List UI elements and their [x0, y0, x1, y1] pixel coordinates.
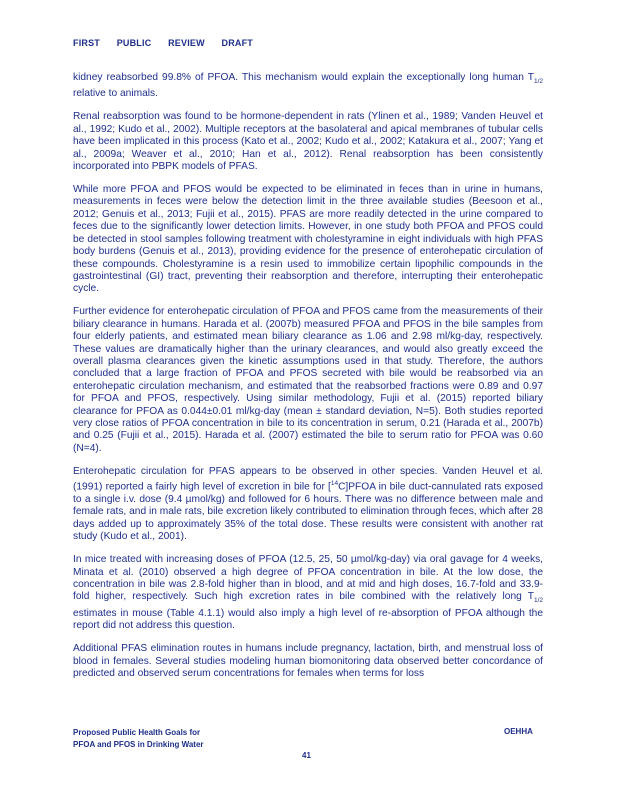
paragraph-renal-reabsorption-intro [73, 72, 543, 101]
paragraph-additional-routes: Additional PFAS elimination routes in humans include pregnancy, lactation, birth, and menstrual loss of blood in females. Several studies modeling human biomonitoring data observed better concordance of predicted and observed serum concentrations for females when terms for loss [73, 643, 543, 680]
paragraph-mice-study [73, 554, 543, 632]
footer-title-line-2: PFOA and PFOS in Drinking Water [73, 740, 204, 749]
paragraph-biliary-clearance: Further evidence for enterohepatic circulation of PFOA and PFOS came from the measurements of their biliary clearance in humans. Harada et al. (2007b) measured PFOA and PFOS in the bile samples from four elderly patients, and estimated mean biliary clearance as 1.06 and 2.98 ml/kg-day, respectively. These values are dramatically higher than the urinary clearances, and would also greatly exceed the overall plasma clearances given the kinetic assumptions used in that study. Therefore, the authors concluded that a large fraction of PFOA and PFOS secreted with bile would be reabsorbed via an enterohepatic circulation mechanism, and estimated that the reabsorbed fractions were 0.89 and 0.97 for PFOA and PFOS, respectively. Using similar methodology, Fujii et al. (2015) reported biliary clearance for PFOA as 0.044±0.01 ml/kg-day (mean ± standard deviation, N=5). Both studies reported very close ratios of PFOA concentration in bile to its concentration in serum, 0.21 (Harada et al., 2007b) and 0.25 (Fujii et al., 2015). Harada et al. (2007) estimated the bile to serum ratio for PFOA was 0.60 (N=4). [73, 306, 543, 454]
footer-agency: OEHHA [504, 727, 533, 736]
text-segment: C]PFOA in bile duct-cannulated rats exposed to a single i.v. dose (9.4 µmol/kg) and followed for 6 hours. There was no difference between male and female rats, and in male rats, bile excretion likely contributed to elimination through feces, which after 28 days added up to approximately 35% of the total dose. These results were consistent with another rat study (Kudo et al., 2001). [73, 481, 544, 543]
running-header: FIRST PUBLIC REVIEW DRAFT [73, 38, 253, 48]
text-segment: relative to animals. [73, 88, 158, 100]
text-segment: Enterohepatic circulation for PFAS appears to be observed in other species. Vanden Heuvel et al. (1991) reported a fairly high level of excretion in bile for [ [73, 465, 543, 493]
text-segment: kidney reabsorbed 99.8% of PFOA. This mechanism would explain the exceptionally long human T [73, 72, 534, 83]
text-segment: In mice treated with increasing doses of PFOA (12.5, 25, 50 µmol/kg-day) via oral gavage for 4 weeks, Minata et al. (2010) observed a high degree of PFOA concentration in bile. At the low dose, the concentration in bile was 2.8-fold higher than in blood, and at mid and high doses, 16.7-fold and 33.9-fold higher, respectively. Such high excretion rates in bile combined with the relatively long T [73, 554, 543, 603]
document-body [73, 72, 543, 691]
footer-title-line-1: Proposed Public Health Goals for [73, 728, 201, 737]
subscript: 1/2 [533, 78, 543, 86]
paragraph-fecal-elimination: While more PFOA and PFOS would be expected to be eliminated in feces than in urine in humans, measurements in feces were below the detection limit in the three available studies (Beesoon et al., 2012; Genuis et al., 2013; Fujii et al., 2015). PFAS are more readily detected in the urine compared to feces due to the significantly lower detection limits. However, in one study both PFOA and PFOS could be detected in stool samples following treatment with cholestyramine in eight individuals with high PFAS body burdens (Genuis et al., 2013), providing evidence for the presence of enterohepatic circulation of these compounds. Cholestyramine is a resin used to immobilize certain lipophilic compounds in the gastrointestinal (GI) tract, preventing their reabsorption and therefore, interrupting their enterohepatic cycle. [73, 184, 543, 295]
subscript: 1/2 [533, 597, 543, 605]
footer-document-title [73, 727, 204, 751]
text-segment: estimates in mouse (Table 4.1.1) would also imply a high level of re-absorption of PFOA although the report did not address this question. [73, 607, 543, 632]
page-number: 41 [302, 751, 311, 760]
paragraph-renal-reabsorption: Renal reabsorption was found to be hormone-dependent in rats (Ylinen et al., 1989; Vanden Heuvel et al., 1992; Kudo et al., 2002). Multiple receptors at the basolateral and apical membranes of tubular cells have been implicated in this process (Kato et al., 2002; Kudo et al., 2002; Katakura et al., 2007; Yang et al., 2009a; Weaver et al., 2010; Han et al., 2012). Renal reabsorption has been consistently incorporated into PBPK models of PFAS. [73, 111, 543, 173]
paragraph-enterohepatic-other-species [73, 466, 543, 544]
superscript: 14 [330, 480, 339, 488]
